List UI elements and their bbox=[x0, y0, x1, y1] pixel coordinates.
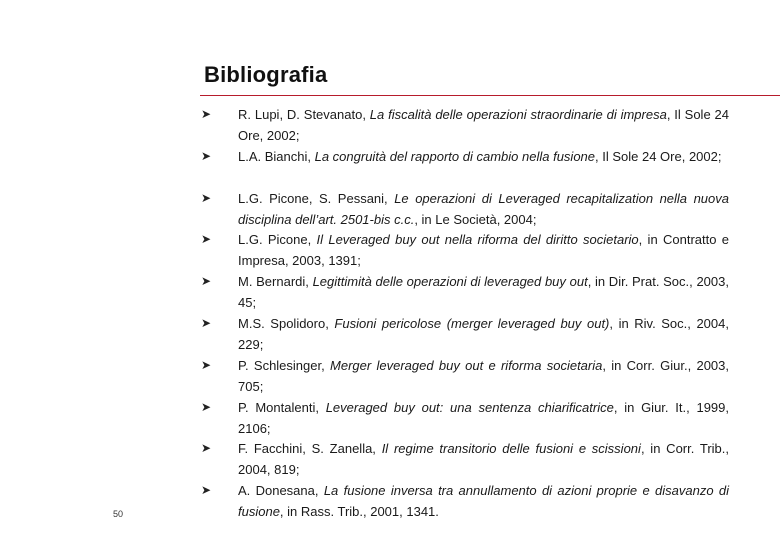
bibliography-entry-text: M. Bernardi, Legittimità delle operazioni di leveraged buy out, in Dir. Prat. Soc., 2003, 45; bbox=[238, 274, 729, 311]
work-title: Il Leveraged buy out nella riforma del diritto societario bbox=[316, 232, 639, 248]
bibliography-entry-text: L.A. Bianchi, La congruità del rapporto di cambio nella fusione, Il Sole 24 Ore, 2002; bbox=[238, 148, 722, 164]
arrowhead-bullet-icon: ➤ bbox=[201, 274, 212, 289]
arrowhead-bullet-icon: ➤ bbox=[201, 483, 212, 498]
work-title: La fusione inversa tra annullamento di azioni proprie e disavanzo di fusione bbox=[238, 483, 729, 520]
bibliography-entry bbox=[201, 271, 729, 313]
page-title: Bibliografia bbox=[204, 62, 328, 87]
arrowhead-bullet-icon: ➤ bbox=[201, 399, 212, 414]
work-title: Leveraged buy out: una sentenza chiarificatrice bbox=[325, 399, 614, 415]
bibliography-entry bbox=[201, 188, 729, 230]
bibliography-entry-text: R. Lupi, D. Stevanato, La fiscalità delle operazioni straordinarie di impresa, Il Sole 24 Ore, 2002; bbox=[238, 107, 729, 143]
arrowhead-bullet-icon: ➤ bbox=[201, 190, 212, 205]
bibliography-entry-text: L.G. Picone, Il Leveraged buy out nella riforma del diritto societario, in Contratto e Impresa, 2003, 1391; bbox=[238, 232, 729, 269]
page-number: 50 bbox=[113, 509, 124, 519]
work-title: Legittimità delle operazioni di leveraged buy out bbox=[312, 274, 588, 290]
bibliography-entry bbox=[201, 146, 729, 188]
title-divider bbox=[200, 95, 780, 96]
bibliography-list bbox=[201, 104, 729, 522]
bibliography-entry bbox=[201, 397, 729, 439]
bibliography-entry-text: A. Donesana, La fusione inversa tra annullamento di azioni proprie e disavanzo di fusione, in Rass. Trib., 2001, 1341. bbox=[238, 483, 729, 520]
bibliography-entry bbox=[201, 229, 729, 271]
work-title: La fiscalità delle operazioni straordinarie di impresa bbox=[369, 107, 667, 122]
bibliography-entry bbox=[201, 480, 729, 522]
arrowhead-bullet-icon: ➤ bbox=[201, 148, 212, 163]
work-title: Il regime transitorio delle fusioni e scissioni bbox=[381, 441, 641, 457]
arrowhead-bullet-icon: ➤ bbox=[201, 315, 212, 330]
arrowhead-bullet-icon: ➤ bbox=[201, 107, 212, 121]
bibliography-entry bbox=[201, 355, 729, 397]
work-title: Le operazioni di Leveraged recapitalization nella nuova disciplina dell’art. 2501-bis c.c. bbox=[238, 190, 729, 227]
bibliography-entry bbox=[201, 104, 729, 146]
arrowhead-bullet-icon: ➤ bbox=[201, 357, 212, 372]
arrowhead-bullet-icon: ➤ bbox=[201, 441, 212, 456]
work-title: Merger leveraged buy out e riforma societaria bbox=[330, 357, 603, 373]
bibliography-entry-text: P. Montalenti, Leveraged buy out: una sentenza chiarificatrice, in Giur. It., 1999, 2106; bbox=[238, 399, 729, 436]
arrowhead-bullet-icon: ➤ bbox=[201, 232, 212, 247]
bibliography-entry-text: L.G. Picone, S. Pessani, Le operazioni di Leveraged recapitalization nella nuova disciplina dell’art. 2501-bis c.c., in Le Società, 2004; bbox=[238, 190, 729, 227]
bibliography-entry bbox=[201, 438, 729, 480]
bibliography-entry-text: M.S. Spolidoro, Fusioni pericolose (merger leveraged buy out), in Riv. Soc., 2004, 229; bbox=[238, 315, 729, 352]
bibliography-entry-text: F. Facchini, S. Zanella, Il regime transitorio delle fusioni e scissioni, in Corr. Trib., 2004, 819; bbox=[238, 441, 729, 478]
bibliography-entry bbox=[201, 313, 729, 355]
work-title: Fusioni pericolose (merger leveraged buy out) bbox=[334, 315, 610, 331]
bibliography-entry-text: P. Schlesinger, Merger leveraged buy out e riforma societaria, in Corr. Giur., 2003, 705; bbox=[238, 357, 730, 394]
work-title: La congruità del rapporto di cambio nella fusione bbox=[314, 148, 596, 164]
